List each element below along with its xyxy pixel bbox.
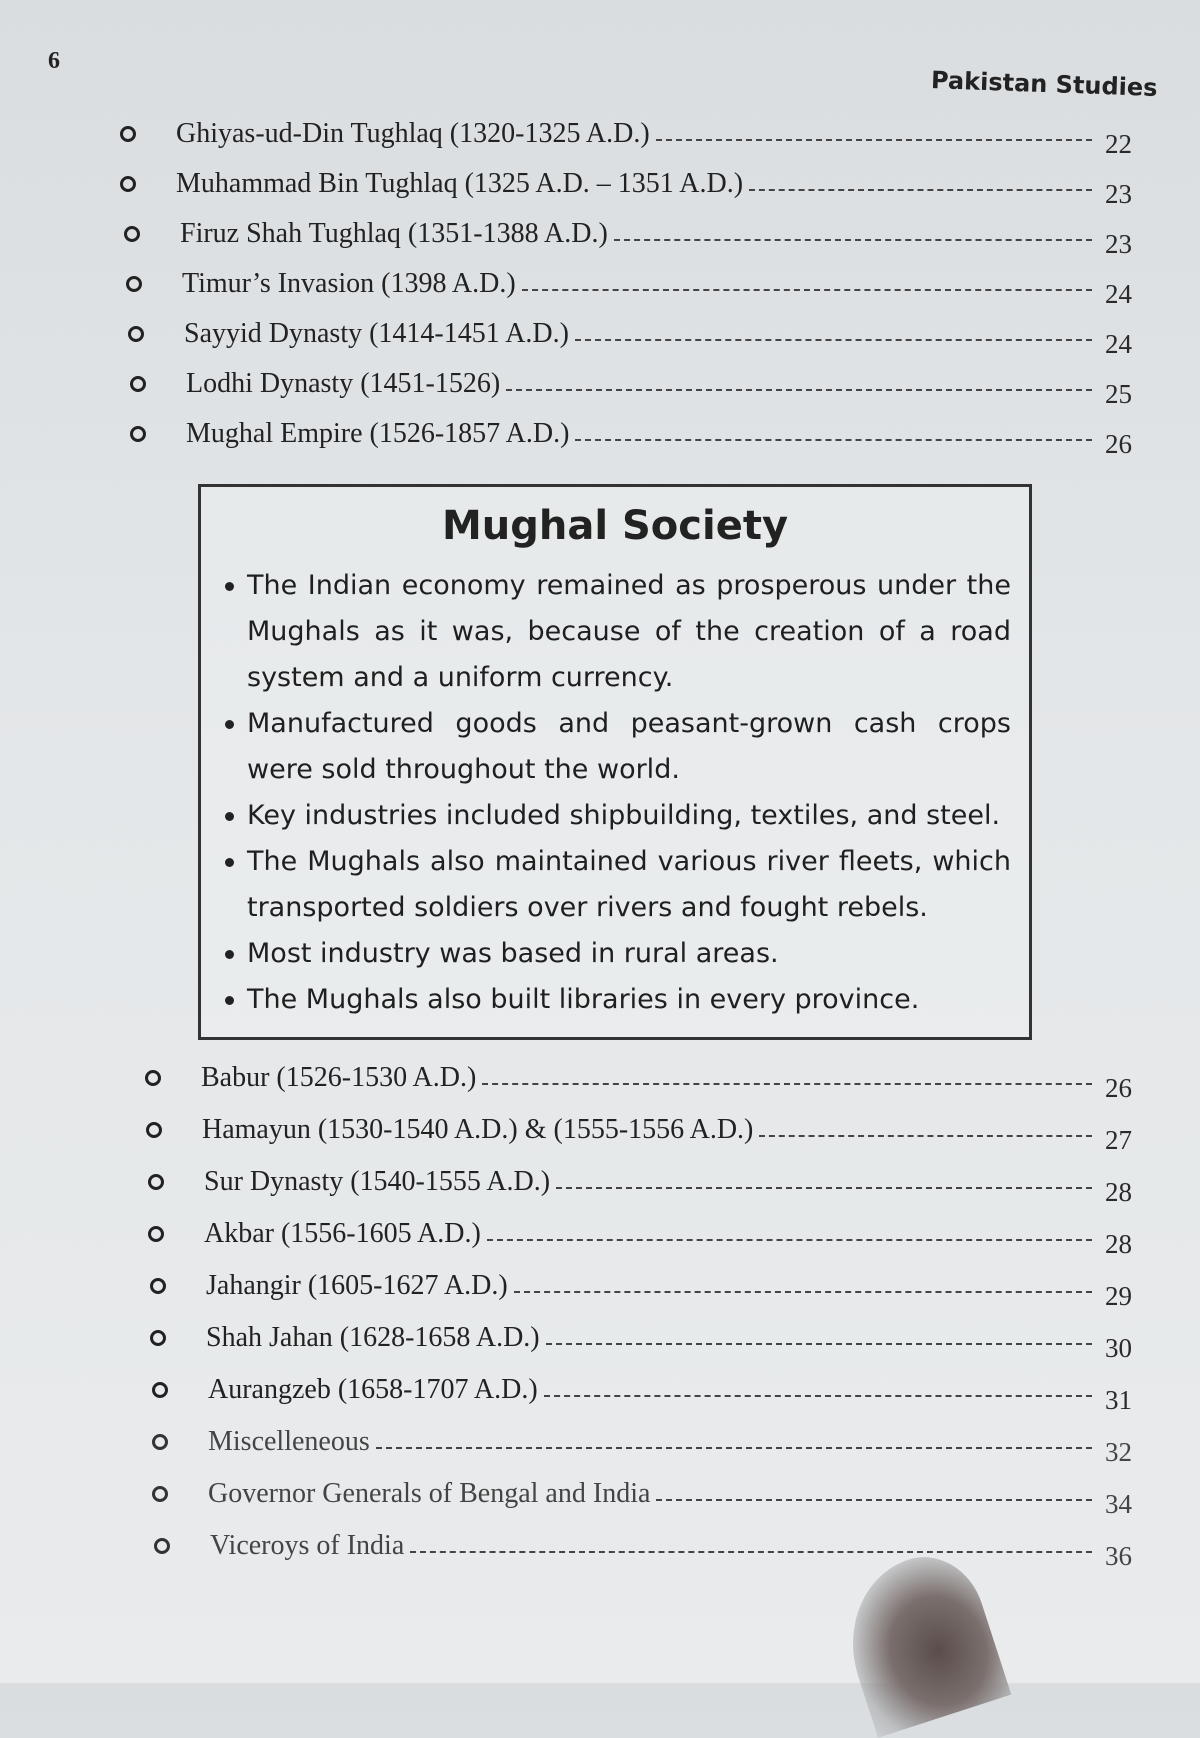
page-number: 6 xyxy=(48,48,60,74)
box-bullet-item xyxy=(221,977,1011,1023)
dotted-leader xyxy=(487,1239,1092,1241)
toc-entry-title: Hamayun (1530-1540 A.D.) & (1555-1556 A.D.) xyxy=(202,1114,754,1145)
box-bullet-list xyxy=(221,563,1011,1023)
circle-bullet-icon xyxy=(148,1174,164,1190)
toc-entry-title: Muhammad Bin Tughlaq (1325 A.D. – 1351 A.D.) xyxy=(176,168,744,199)
dotted-leader xyxy=(759,1135,1092,1137)
toc-entry xyxy=(152,1370,1132,1415)
circle-bullet-icon xyxy=(152,1434,168,1450)
toc-entry xyxy=(146,1110,1132,1155)
toc-entry xyxy=(148,1214,1132,1259)
dotted-leader xyxy=(522,289,1092,291)
toc-entry xyxy=(126,264,1132,309)
toc-entry xyxy=(120,114,1132,159)
circle-bullet-icon xyxy=(145,1070,161,1086)
dotted-leader xyxy=(656,1499,1092,1501)
dotted-leader xyxy=(556,1187,1092,1189)
circle-bullet-icon xyxy=(120,126,136,142)
toc-entry-title: Mughal Empire (1526-1857 A.D.) xyxy=(186,418,570,449)
toc-entry-title: Lodhi Dynasty (1451-1526) xyxy=(186,368,501,399)
dotted-leader xyxy=(514,1291,1092,1293)
toc-entry-page: 28 xyxy=(1105,1228,1132,1259)
toc-entry-title: Viceroys of India xyxy=(210,1530,405,1561)
toc-entry-page: 23 xyxy=(1105,178,1132,209)
toc-entry-title: Jahangir (1605-1627 A.D.) xyxy=(206,1270,508,1301)
toc-entry-page: 24 xyxy=(1105,328,1132,359)
toc-entry-title: Sayyid Dynasty (1414-1451 A.D.) xyxy=(184,318,569,349)
toc-entry xyxy=(130,414,1132,459)
toc-entry-page: 26 xyxy=(1105,428,1132,459)
toc-entry-page: 25 xyxy=(1105,378,1132,409)
toc-entry-page: 30 xyxy=(1105,1332,1132,1363)
box-title: Mughal Society xyxy=(441,503,789,549)
toc-entry-title: Timur’s Invasion (1398 A.D.) xyxy=(182,268,516,299)
circle-bullet-icon xyxy=(150,1330,166,1346)
toc-entry xyxy=(152,1422,1132,1467)
toc-entry xyxy=(150,1318,1132,1363)
dotted-leader xyxy=(656,139,1092,141)
dotted-leader xyxy=(575,439,1092,441)
bullet-dot-icon xyxy=(225,812,234,821)
box-bullet-text: Most industry was based in rural areas. xyxy=(247,938,779,969)
dotted-leader xyxy=(546,1343,1092,1345)
box-bullet-text: The Mughals also built libraries in every province. xyxy=(247,984,920,1015)
dotted-leader xyxy=(614,239,1092,241)
toc-entry-title: Sur Dynasty (1540-1555 A.D.) xyxy=(204,1166,551,1197)
bullet-dot-icon xyxy=(225,858,234,867)
toc-entry xyxy=(130,364,1132,409)
toc-entry xyxy=(150,1266,1132,1311)
toc-entry xyxy=(145,1058,1132,1103)
toc-entry xyxy=(154,1526,1132,1571)
box-bullet-item xyxy=(221,563,1011,701)
dotted-leader xyxy=(410,1551,1092,1553)
box-bullet-item xyxy=(221,701,1011,793)
toc-entry-title: Shah Jahan (1628-1658 A.D.) xyxy=(206,1322,540,1353)
bullet-dot-icon xyxy=(225,720,234,729)
box-bullet-item xyxy=(221,793,1011,839)
dotted-leader xyxy=(544,1395,1092,1397)
mughal-society-box xyxy=(198,484,1032,1040)
toc-entry-title: Governor Generals of Bengal and India xyxy=(208,1478,651,1509)
toc-entry-page: 22 xyxy=(1105,128,1132,159)
circle-bullet-icon xyxy=(128,326,144,342)
box-bullet-text: The Mughals also maintained various river fleets, which transported soldiers over rivers and fought rebels. xyxy=(247,846,1011,923)
circle-bullet-icon xyxy=(130,376,146,392)
box-bullet-text: The Indian economy remained as prosperous under the Mughals as it was, because of the creation of a road system and a uniform currency. xyxy=(247,570,1011,693)
toc-entry-page: 28 xyxy=(1105,1176,1132,1207)
toc-entry-title: Ghiyas-ud-Din Tughlaq (1320-1325 A.D.) xyxy=(176,118,650,149)
toc-entry-page: 31 xyxy=(1105,1384,1132,1415)
dotted-leader xyxy=(575,339,1092,341)
dotted-leader xyxy=(482,1083,1092,1085)
toc-entry xyxy=(120,164,1132,209)
circle-bullet-icon xyxy=(124,226,140,242)
running-head: Pakistan Studies xyxy=(931,66,1159,102)
dotted-leader xyxy=(506,389,1092,391)
bullet-dot-icon xyxy=(225,950,234,959)
toc-entry xyxy=(128,314,1132,359)
bullet-dot-icon xyxy=(225,996,234,1005)
dotted-leader xyxy=(376,1447,1092,1449)
thumb-shadow xyxy=(829,1542,1012,1737)
toc-entry-title: Miscelleneous xyxy=(208,1426,370,1457)
toc-entry xyxy=(152,1474,1132,1519)
toc-entry-page: 34 xyxy=(1105,1488,1132,1519)
toc-entry xyxy=(148,1162,1132,1207)
box-bullet-text: Manufactured goods and peasant-grown cash crops were sold throughout the world. xyxy=(247,708,1011,785)
box-bullet-item xyxy=(221,839,1011,931)
bullet-dot-icon xyxy=(225,582,234,591)
circle-bullet-icon xyxy=(120,176,136,192)
circle-bullet-icon xyxy=(130,426,146,442)
toc-entry-title: Aurangzeb (1658-1707 A.D.) xyxy=(208,1374,538,1405)
toc-entry xyxy=(124,214,1132,259)
circle-bullet-icon xyxy=(146,1122,162,1138)
toc-entry-page: 23 xyxy=(1105,228,1132,259)
toc-entry-page: 27 xyxy=(1105,1124,1132,1155)
circle-bullet-icon xyxy=(152,1382,168,1398)
toc-entry-page: 24 xyxy=(1105,278,1132,309)
circle-bullet-icon xyxy=(150,1278,166,1294)
circle-bullet-icon xyxy=(154,1538,170,1554)
box-bullet-text: Key industries included shipbuilding, textiles, and steel. xyxy=(247,800,1001,831)
toc-entry-title: Babur (1526-1530 A.D.) xyxy=(201,1062,477,1093)
circle-bullet-icon xyxy=(148,1226,164,1242)
dotted-leader xyxy=(749,189,1092,191)
toc-entry-page: 29 xyxy=(1105,1280,1132,1311)
toc-entry-page: 36 xyxy=(1105,1540,1132,1571)
toc-entry-page: 26 xyxy=(1105,1072,1132,1103)
circle-bullet-icon xyxy=(126,276,142,292)
toc-entry-page: 32 xyxy=(1105,1436,1132,1467)
toc-entry-title: Akbar (1556-1605 A.D.) xyxy=(204,1218,481,1249)
circle-bullet-icon xyxy=(152,1486,168,1502)
box-bullet-item xyxy=(221,931,1011,977)
toc-entry-title: Firuz Shah Tughlaq (1351-1388 A.D.) xyxy=(180,218,608,249)
